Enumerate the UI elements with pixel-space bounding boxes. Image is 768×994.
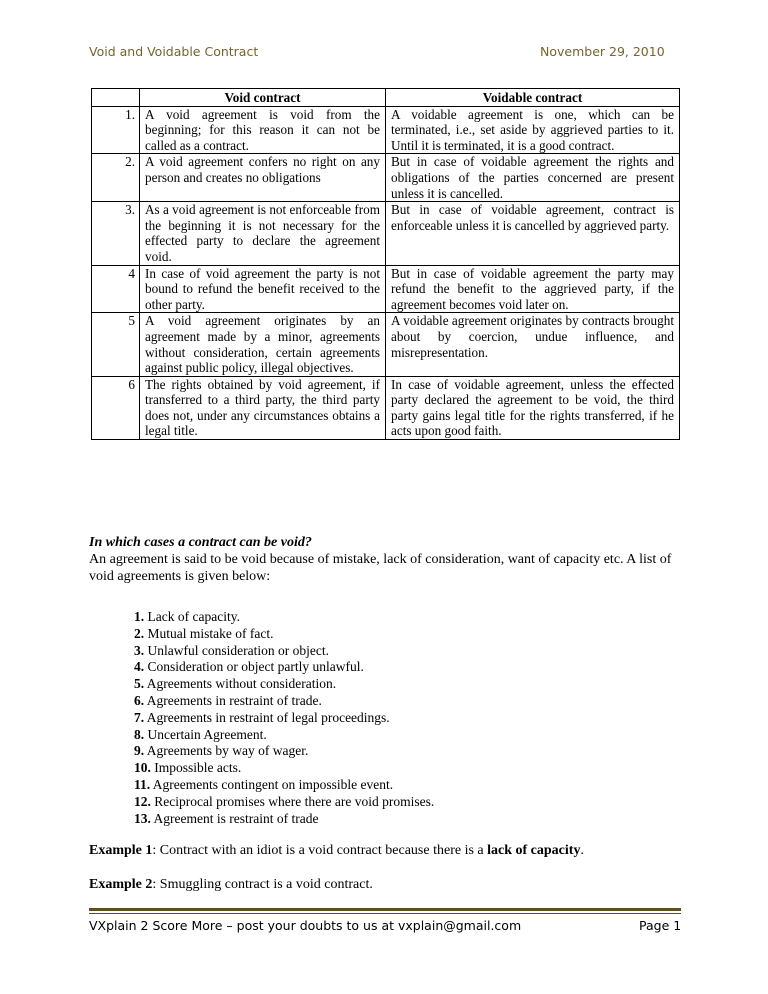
list-item-text: Lack of capacity. [147,609,240,624]
table-row [92,202,680,265]
footer-rule-thin [89,913,681,914]
list-item-text: Agreements by way of wager. [146,743,309,759]
voidable-cell: But in case of voidable agreement, contract is enforceable unless it is cancelled by aggrieved party. [386,202,680,265]
example-2 [89,877,373,893]
table-row [92,106,680,154]
list-item [134,710,434,727]
section-heading: In which cases a contract can be void? [89,535,312,550]
list-item-text: Uncertain Agreement. [147,726,267,742]
void-cell: The rights obtained by void agreement, if transferred to a third party, the third party does not, under any circumstances obtains a legal title. [140,376,386,439]
table-header-row [92,89,680,107]
voidable-cell: A voidable agreement originates by contracts brought about by coercion, undue influence, and misrepresentation. [386,313,680,376]
footer-text: VXplain 2 Score More – post your doubts to us at vxplain@gmail.com [89,918,522,933]
list-item [134,609,434,626]
table-row [92,313,680,376]
list-item-text: Impossible acts. [154,760,242,776]
void-cell: A void agreement confers no right on any person and creates no obligations [140,154,386,202]
list-item [134,643,434,660]
table-row [92,154,680,202]
voidable-cell: A voidable agreement is one, which can be terminated, i.e., set aside by aggrieved parties to it. Until it is terminated, it is a good contract. [386,106,680,154]
list-item-number: 12. [134,793,151,809]
list-item-number: 8. [134,726,145,742]
void-agreements-list [134,609,434,827]
row-number: 5 [92,313,140,376]
list-item [134,626,434,643]
example-1-label: Example 1 [89,843,153,858]
table-header-num [92,89,140,107]
list-item-text: Reciprocal promises where there are void promises. [154,793,435,809]
list-item [134,727,434,744]
example-2-text: : Smuggling contract is a void contract. [152,877,373,892]
footer-rule-thick [89,908,681,911]
table-header-voidable: Voidable contract [386,89,680,107]
list-item-number: 10. [134,760,151,776]
list-item-number: 1. [134,609,145,624]
row-number: 1. [92,106,140,154]
list-item [134,811,434,828]
list-item-text: Agreements in restraint of legal proceedings. [146,709,390,725]
example-2-label: Example 2 [89,877,153,892]
row-number: 2. [92,154,140,202]
list-item [134,760,434,777]
list-item-text: Agreements in restraint of trade. [146,692,322,708]
list-item-text: Consideration or object partly unlawful. [147,659,364,675]
list-item-text: Mutual mistake of fact. [147,625,274,641]
void-cell: A void agreement is void from the beginning; for this reason it can not be called as a contract. [140,106,386,154]
voidable-cell: But in case of voidable agreement the rights and obligations of the parties concerned are present unless it is cancelled. [386,154,680,202]
list-item-number: 11. [134,776,151,792]
void-cell: A void agreement originates by an agreement made by a minor, agreements without consideration, certain agreements against public policy, illegal objectives. [140,313,386,376]
voidable-cell: In case of voidable agreement, unless the effected party declared the agreement to be void, the third party gains legal title for the rights transferred, if he acts upon good faith. [386,376,680,439]
row-number: 3. [92,202,140,265]
list-item-text: Agreement is restraint of trade [153,810,319,826]
row-number: 4 [92,265,140,313]
row-number: 6 [92,376,140,439]
list-item-number: 4. [134,659,145,675]
list-item-text: Agreements contingent on impossible event. [152,776,394,792]
table-row [92,265,680,313]
comparison-table [91,88,680,440]
list-item [134,743,434,760]
list-item-number: 6. [134,692,145,708]
list-item [134,659,434,676]
page-number: Page 1 [639,918,682,933]
list-item-number: 7. [134,709,145,725]
header-date: November 29, 2010 [540,44,665,59]
list-item [134,794,434,811]
example-1-emphasis: lack of capacity [487,843,581,858]
list-item [134,693,434,710]
list-item-number: 3. [134,642,145,658]
list-item-text: Agreements without consideration. [146,676,337,692]
void-cell: As a void agreement is not enforceable from the beginning it is not necessary for the effected party to declare the agreement void. [140,202,386,265]
list-item-number: 9. [134,743,145,759]
list-item-text: Unlawful consideration or object. [147,642,329,658]
list-item [134,777,434,794]
list-item-number: 13. [134,810,151,826]
example-1-end: . [580,843,584,858]
void-cell: In case of void agreement the party is not bound to refund the benefit received to the other party. [140,265,386,313]
example-1-text: : Contract with an idiot is a void contract because there is a [152,843,488,858]
list-item-number: 2. [134,625,145,641]
table-header-void: Void contract [140,89,386,107]
list-item [134,676,434,693]
example-1 [89,843,584,859]
voidable-cell: But in case of voidable agreement the party may refund the benefit to the aggrieved party, if the agreement becomes void later on. [386,265,680,313]
list-item-number: 5. [134,676,145,692]
section-intro: An agreement is said to be void because of mistake, lack of consideration, want of capacity etc. A list of void agreements is given below: [89,552,672,584]
table-row [92,376,680,439]
header-title: Void and Voidable Contract [89,44,259,59]
